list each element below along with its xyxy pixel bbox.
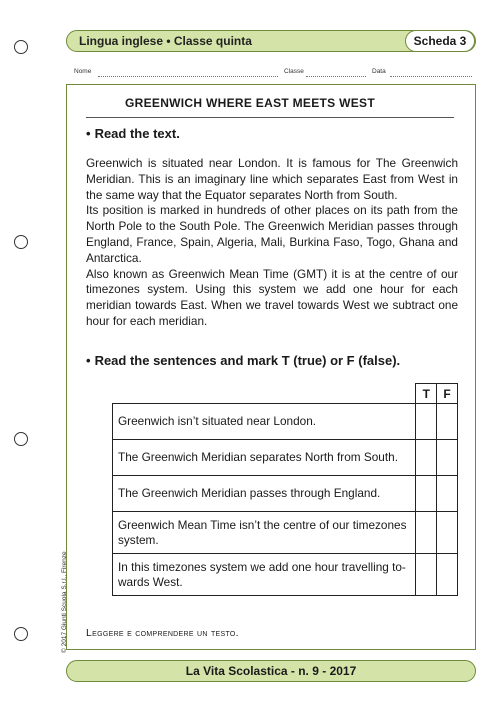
- header-bar: [66, 30, 476, 52]
- title-divider: [86, 117, 454, 118]
- worksheet-number: Scheda 3: [405, 30, 475, 52]
- skill-note: Leggere e comprendere un testo.: [86, 627, 239, 639]
- statement-4: Greenwich Mean Time isn’t the centre of our timezones system.: [113, 512, 416, 554]
- false-checkbox-1[interactable]: [437, 404, 458, 440]
- table-row: [113, 440, 458, 476]
- bullet-icon: •: [86, 353, 91, 368]
- column-false-header: F: [437, 384, 458, 404]
- binder-hole-4: [14, 627, 28, 641]
- class-label: Classe: [284, 68, 304, 75]
- binder-hole-2: [14, 235, 28, 249]
- binder-hole-3: [14, 432, 28, 446]
- table-corner: [113, 384, 416, 404]
- publication-footer: La Vita Scolastica - n. 9 - 2017: [66, 660, 476, 682]
- table-row: [113, 512, 458, 554]
- instruction-mark: [86, 353, 400, 368]
- text-body: [86, 156, 458, 330]
- paragraph-2: Its position is marked in hundreds of other places on its path from the North Pole to the South Pole. The Greenwich Meridian passes through England, France, Spain, Algeria, Mali, Burkina Faso, Togo, Ghana and Antarctica.: [86, 203, 458, 265]
- paragraph-1: Greenwich is situated near London. It is famous for The Greenwich Meridian. This is an imaginary line which separates East from West in the same way that the Equator separates North from South.: [86, 156, 458, 202]
- statement-5: In this timezones system we add one hour travelling to-wards West.: [113, 554, 416, 596]
- name-label: Nome: [74, 68, 92, 75]
- date-label: Data: [372, 68, 386, 75]
- student-info-row: [74, 68, 474, 80]
- table-row: [113, 554, 458, 596]
- true-checkbox-5[interactable]: [416, 554, 437, 596]
- class-field[interactable]: [306, 76, 366, 77]
- instruction-mark-text: Read the sentences and mark T (true) or F (false).: [94, 353, 401, 368]
- subject-title: Lingua inglese • Classe quinta: [79, 34, 252, 48]
- binder-hole-1: [14, 40, 28, 54]
- table-row: [113, 404, 458, 440]
- true-checkbox-3[interactable]: [416, 476, 437, 512]
- table-row: [113, 476, 458, 512]
- copyright-notice: © 2017 Giunti Scuola S.r.l., Firenze: [61, 551, 68, 653]
- true-checkbox-1[interactable]: [416, 404, 437, 440]
- instruction-read: [86, 126, 180, 141]
- statement-3: The Greenwich Meridian passes through England.: [113, 476, 416, 512]
- true-checkbox-2[interactable]: [416, 440, 437, 476]
- name-field[interactable]: [98, 76, 278, 77]
- false-checkbox-3[interactable]: [437, 476, 458, 512]
- paragraph-3: Also known as Greenwich Mean Time (GMT) it is at the centre of our timezones system. Using this system we add one hour for each meridian towards East. When we travel towards West we subtract one hour for each meridian.: [86, 266, 458, 328]
- page-title: GREENWICH WHERE EAST MEETS WEST: [125, 96, 375, 110]
- true-false-table: [112, 383, 458, 596]
- false-checkbox-5[interactable]: [437, 554, 458, 596]
- statement-1: Greenwich isn’t situated near London.: [113, 404, 416, 440]
- statement-2: The Greenwich Meridian separates North from South.: [113, 440, 416, 476]
- date-field[interactable]: [390, 76, 472, 77]
- false-checkbox-4[interactable]: [437, 512, 458, 554]
- instruction-read-text: Read the text.: [94, 126, 180, 141]
- column-true-header: T: [416, 384, 437, 404]
- bullet-icon: •: [86, 126, 91, 141]
- true-checkbox-4[interactable]: [416, 512, 437, 554]
- false-checkbox-2[interactable]: [437, 440, 458, 476]
